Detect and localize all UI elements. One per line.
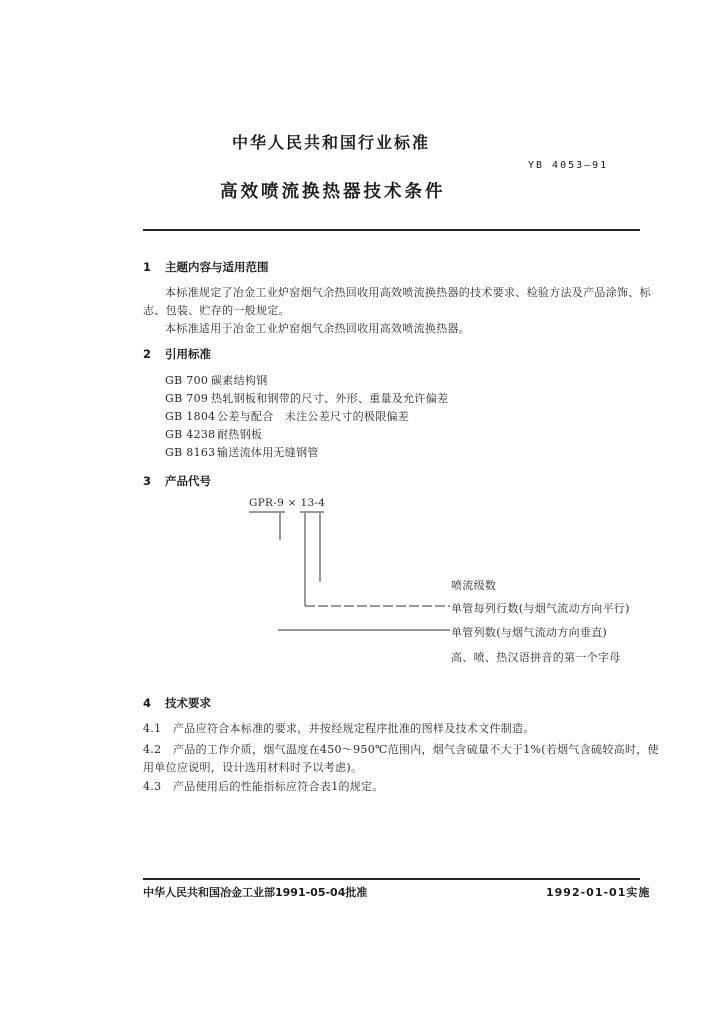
reference-code: GB 709 — [165, 392, 209, 405]
implementation-date: 1992-01-01实施 — [546, 886, 651, 899]
reference-code: GB 1804 — [165, 410, 216, 423]
doc-title: 高效喷流换热器技术条件 — [220, 182, 446, 202]
annotation-rows: 单管每列行数(与烟气流动方向平行) — [451, 602, 630, 615]
clause-4-2-continued: 用单位应说明，设计选用材料时予以考虑)。 — [143, 761, 363, 774]
reference-name: 公差与配合 未注公差尺寸的极限偏差 — [217, 410, 410, 423]
section-4-number: 4 — [143, 696, 152, 710]
section-3-number: 3 — [143, 474, 152, 488]
org-title: 中华人民共和国行业标准 — [232, 133, 431, 152]
annotation-columns: 单管列数(与烟气流动方向垂直) — [451, 626, 608, 639]
section-1-number: 1 — [143, 260, 152, 274]
clause-text: 产品使用后的性能指标应符合表1的规定。 — [173, 780, 384, 793]
reference-code: GB 4238 — [165, 428, 216, 441]
section-4-title: 技术要求 — [165, 696, 212, 710]
approval-date: 中华人民共和国冶金工业部1991-05-04批准 — [143, 886, 368, 899]
reference-name: 耐热钢板 — [217, 428, 263, 441]
section-2-title: 引用标准 — [165, 347, 212, 361]
clause-4-3 — [143, 778, 384, 794]
standard-code: YB 4053—91 — [528, 160, 609, 171]
clause-text: 产品应符合本标准的要求，并按经规定程序批准的图样及技术文件制造。 — [173, 722, 535, 735]
clause-text: 产品的工作介质，烟气温度在450～950℃范围内，烟气含硫量不大于1%(若烟气含硫较高时，使 — [173, 743, 659, 756]
reference-code: GB 700 — [165, 374, 209, 387]
clause-number: 4.1 — [143, 722, 162, 735]
section-4-heading — [143, 695, 211, 711]
reference-name: 热轧钢板和钢带的尺寸、外形、重量及允许偏差 — [211, 392, 449, 405]
annotation-prefix: 高、喷、热汉语拼音的第一个字母 — [451, 651, 621, 664]
section-1-para-1a: 本标准规定了冶金工业炉窑烟气余热回收用高效喷流换热器的技术要求、检验方法及产品涂饰、标 — [165, 286, 651, 299]
clause-4-1 — [143, 720, 535, 736]
section-1-title: 主题内容与适用范围 — [165, 260, 269, 274]
clause-4-2 — [143, 741, 659, 757]
section-2-number: 2 — [143, 347, 152, 361]
product-code-example: GPR-9 × 13-4 — [249, 497, 326, 509]
clause-number: 4.2 — [143, 743, 162, 756]
reference-name: 输送流体用无缝钢管 — [217, 446, 319, 459]
section-1-para-2: 本标准适用于冶金工业炉窑烟气余热回收用高效喷流换热器。 — [165, 322, 471, 335]
reference-name: 碳素结构钢 — [211, 374, 268, 387]
annotation-stages: 喷流级数 — [451, 579, 497, 592]
reference-code: GB 8163 — [165, 446, 216, 459]
section-1-para-1b: 志、包装、贮存的一般规定。 — [143, 304, 290, 317]
clause-number: 4.3 — [143, 780, 162, 793]
footer-rule — [143, 878, 640, 880]
section-3-title: 产品代号 — [165, 474, 212, 488]
